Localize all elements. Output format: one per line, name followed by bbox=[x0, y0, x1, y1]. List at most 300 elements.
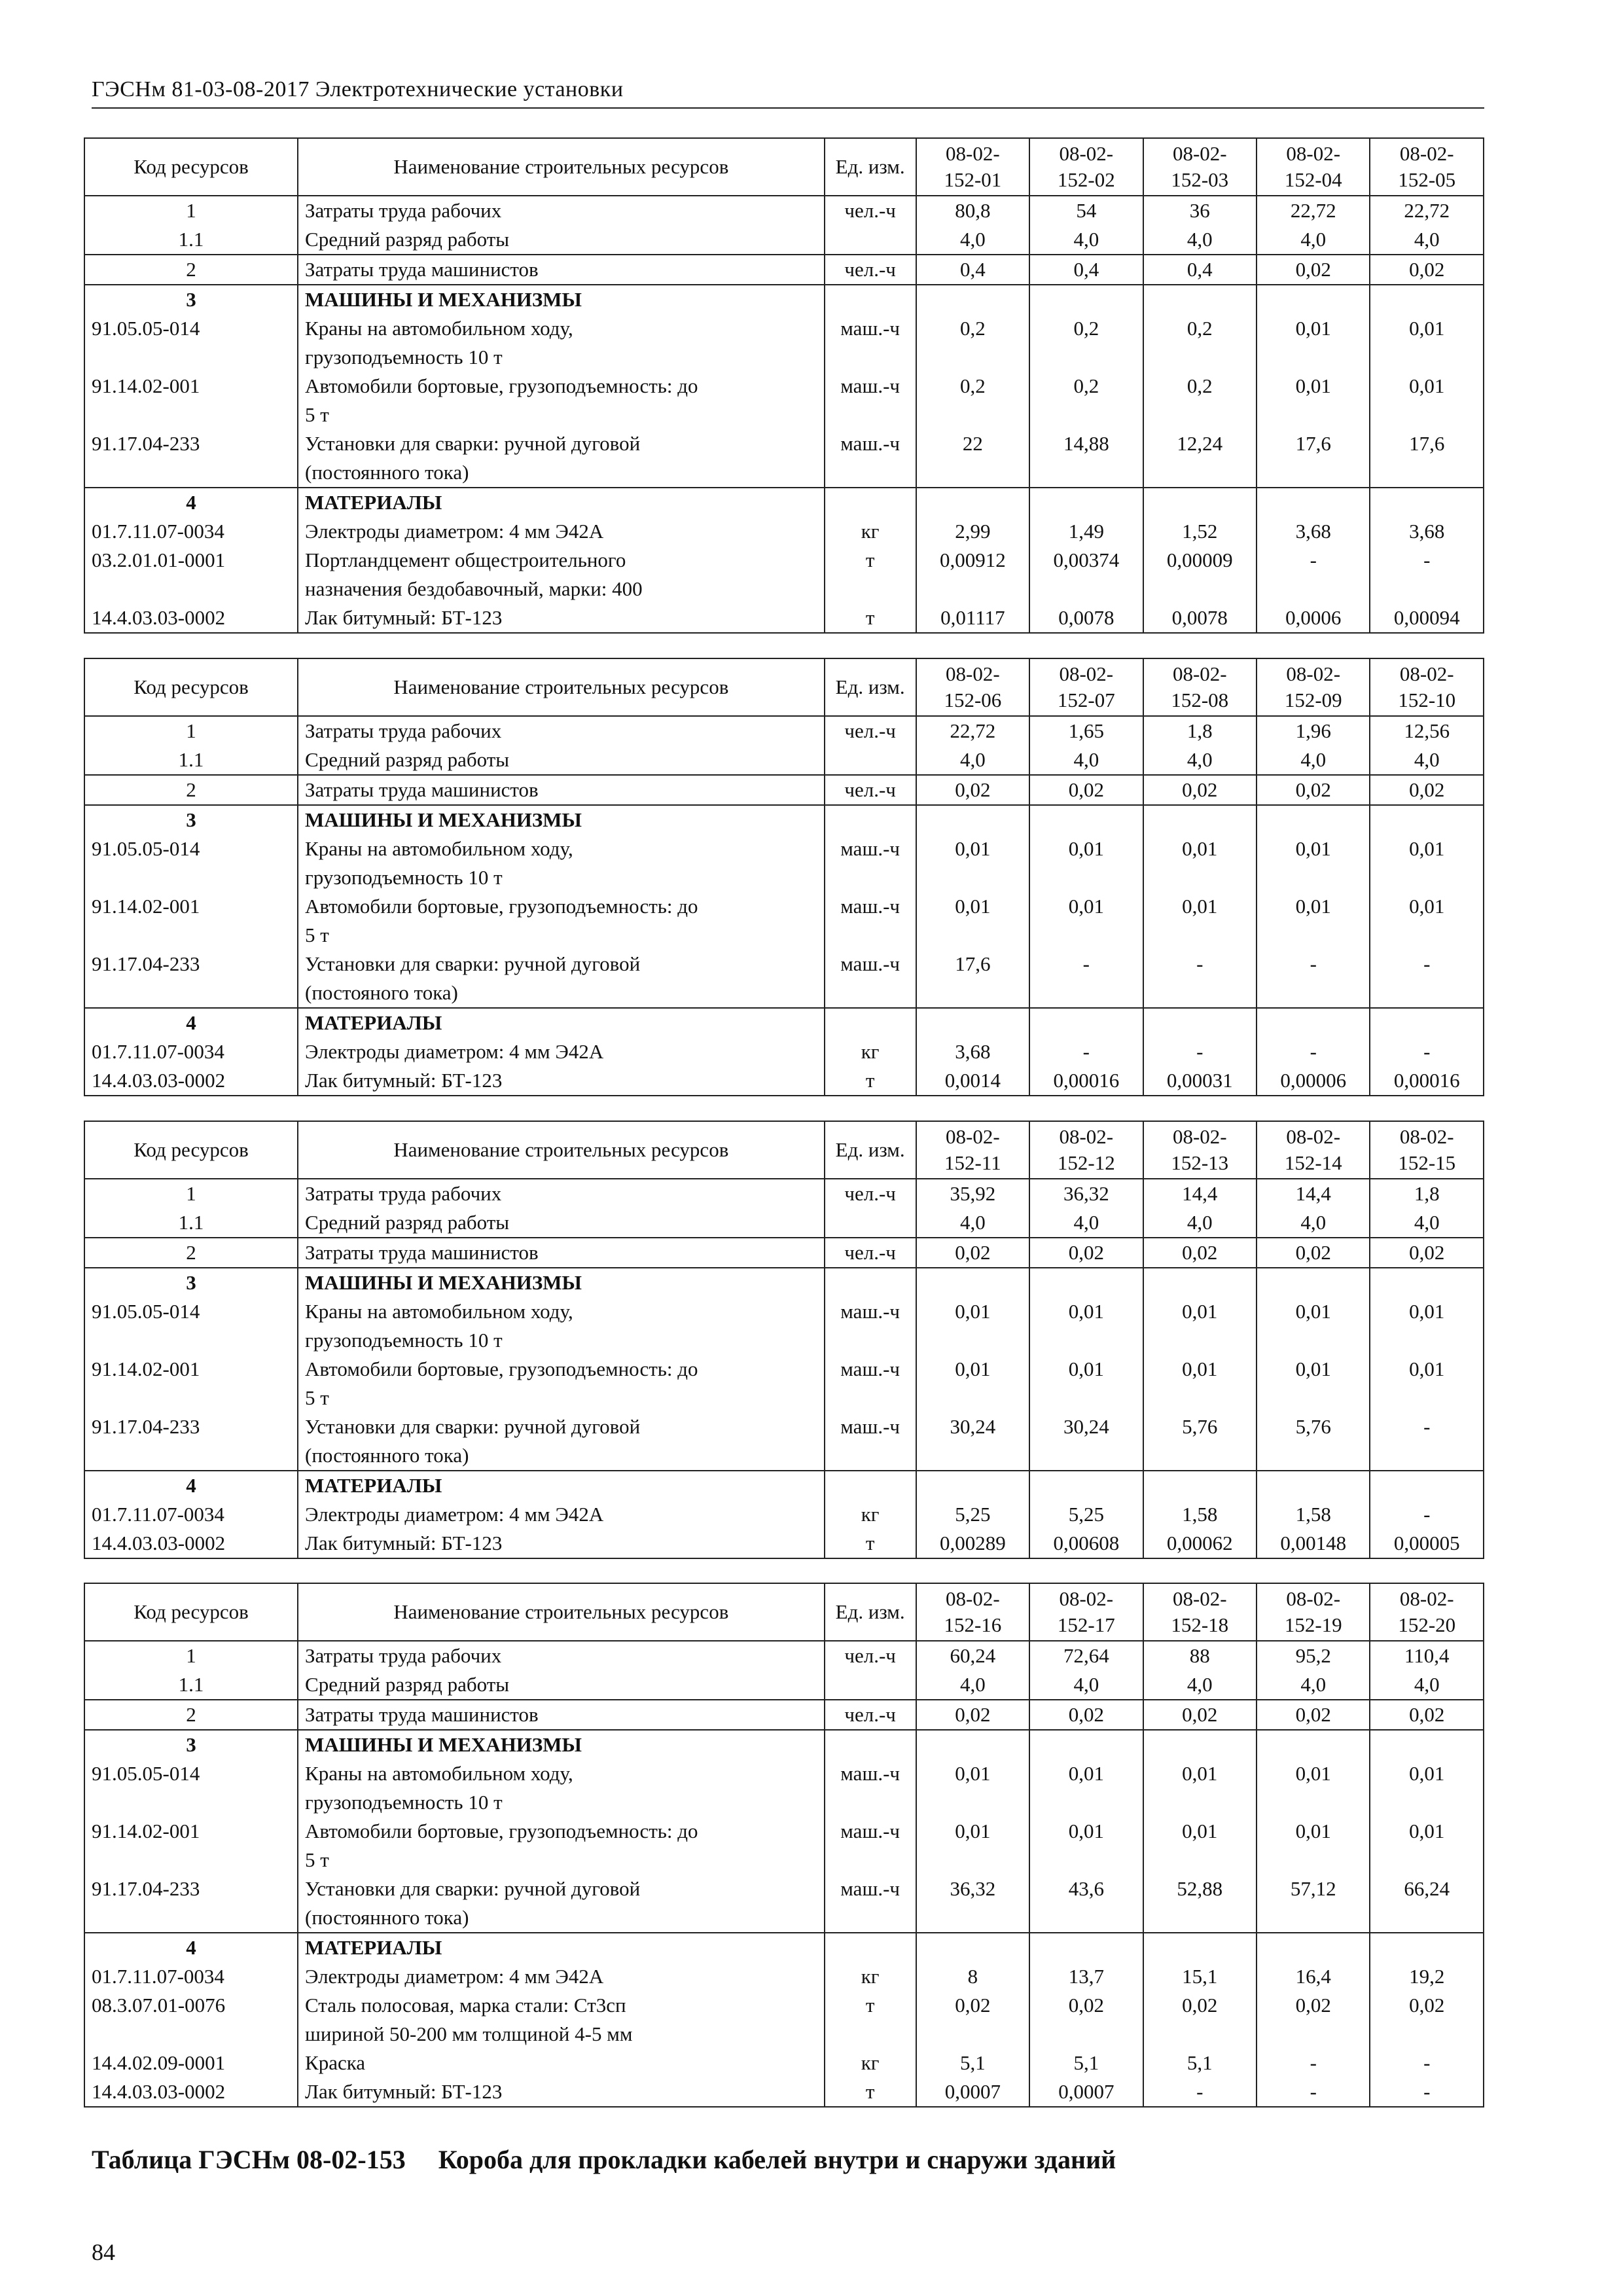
norm-value: 0,02 bbox=[1029, 1991, 1143, 2049]
norm-value: - bbox=[1257, 1037, 1370, 1066]
unit-of-measure: маш.-ч bbox=[825, 429, 916, 488]
unit-of-measure: кг bbox=[825, 1500, 916, 1529]
norm-value: 4,0 bbox=[1029, 1208, 1143, 1238]
resource-name: Средний разряд работы bbox=[298, 745, 825, 775]
table-row bbox=[84, 1238, 1484, 1268]
norm-value bbox=[1029, 805, 1143, 834]
norm-value: 4,0 bbox=[916, 1670, 1029, 1700]
norm-value bbox=[916, 1268, 1029, 1297]
norm-value: 19,2 bbox=[1370, 1962, 1484, 1991]
unit-of-measure: чел.-ч bbox=[825, 1641, 916, 1670]
norm-value: 1,8 bbox=[1143, 716, 1257, 745]
resource-name: Краска bbox=[298, 2049, 825, 2077]
header-row bbox=[84, 658, 1484, 716]
table-row bbox=[84, 775, 1484, 805]
table-row bbox=[84, 1500, 1484, 1529]
resource-name: Затраты труда рабочих bbox=[298, 1641, 825, 1670]
norm-value: 0,02 bbox=[1370, 1991, 1484, 2049]
norm-value: 0,2 bbox=[916, 314, 1029, 372]
table-row bbox=[84, 950, 1484, 1008]
resource-name: Затраты труда рабочих bbox=[298, 1179, 825, 1208]
norm-value: 0,02 bbox=[1257, 1238, 1370, 1268]
norm-value: 0,02 bbox=[916, 775, 1029, 805]
table-row bbox=[84, 1730, 1484, 1759]
table-row bbox=[84, 196, 1484, 225]
column-header-norm-code: 08-02- 152-15 bbox=[1370, 1121, 1484, 1179]
norm-value: 0,02 bbox=[1370, 775, 1484, 805]
unit-of-measure: маш.-ч bbox=[825, 834, 916, 892]
norm-value: 1,65 bbox=[1029, 716, 1143, 745]
norm-value bbox=[916, 1730, 1029, 1759]
column-header-norm-code: 08-02- 152-07 bbox=[1029, 658, 1143, 716]
unit-of-measure: т bbox=[825, 2077, 916, 2107]
resource-name: Краны на автомобильном ходу, грузоподъемность 10 т bbox=[298, 1297, 825, 1355]
table-row bbox=[84, 2077, 1484, 2107]
resource-name: Затраты труда машинистов bbox=[298, 255, 825, 285]
norm-value: 0,0007 bbox=[916, 2077, 1029, 2107]
norm-value: 30,24 bbox=[916, 1412, 1029, 1471]
resource-name: Лак битумный: БТ-123 bbox=[298, 603, 825, 633]
resource-name: Лак битумный: БТ-123 bbox=[298, 1529, 825, 1558]
norm-value: 4,0 bbox=[1143, 225, 1257, 255]
norm-value: 4,0 bbox=[916, 745, 1029, 775]
resource-name: Затраты труда рабочих bbox=[298, 196, 825, 225]
unit-of-measure: маш.-ч bbox=[825, 892, 916, 950]
norm-value bbox=[1143, 1008, 1257, 1037]
norm-value: 60,24 bbox=[916, 1641, 1029, 1670]
norm-value: 0,00009 bbox=[1143, 546, 1257, 603]
norm-value: 0,0006 bbox=[1257, 603, 1370, 633]
table-caption-title: Короба для прокладки кабелей внутри и снаружи зданий bbox=[438, 2145, 1116, 2174]
norm-value: 0,4 bbox=[1029, 255, 1143, 285]
table-row bbox=[84, 1268, 1484, 1297]
norm-value: 0,2 bbox=[1143, 314, 1257, 372]
resource-code: 91.17.04-233 bbox=[84, 950, 298, 1008]
resource-code: 91.14.02-001 bbox=[84, 1817, 298, 1874]
unit-of-measure bbox=[825, 488, 916, 517]
column-header-code: Код ресурсов bbox=[84, 138, 298, 196]
resource-name: Электроды диаметром: 4 мм Э42А bbox=[298, 1962, 825, 1991]
norm-value: 0,01 bbox=[1257, 892, 1370, 950]
norm-value bbox=[1143, 488, 1257, 517]
norm-value: 0,02 bbox=[916, 1991, 1029, 2049]
unit-of-measure bbox=[825, 1933, 916, 1962]
norm-value: 0,01 bbox=[916, 1297, 1029, 1355]
resource-name: Установки для сварки: ручной дуговой (постоянного тока) bbox=[298, 1874, 825, 1933]
norm-value: 22,72 bbox=[916, 716, 1029, 745]
norm-value: 0,02 bbox=[916, 1700, 1029, 1730]
unit-of-measure bbox=[825, 1471, 916, 1500]
table-row bbox=[84, 285, 1484, 314]
table-row bbox=[84, 1297, 1484, 1355]
column-header-norm-code: 08-02- 152-18 bbox=[1143, 1583, 1257, 1641]
resource-table bbox=[84, 1583, 1484, 2108]
norm-value: 0,01 bbox=[1029, 1817, 1143, 1874]
unit-of-measure: т bbox=[825, 603, 916, 633]
norm-value: 5,1 bbox=[1029, 2049, 1143, 2077]
resource-code: 3 bbox=[84, 285, 298, 314]
column-header-norm-code: 08-02- 152-17 bbox=[1029, 1583, 1143, 1641]
resource-name: Краны на автомобильном ходу, грузоподъемность 10 т bbox=[298, 1759, 825, 1817]
table-row bbox=[84, 1817, 1484, 1874]
norm-value: 0,2 bbox=[1143, 372, 1257, 429]
unit-of-measure: кг bbox=[825, 1962, 916, 1991]
resource-name: Лак битумный: БТ-123 bbox=[298, 2077, 825, 2107]
norm-value bbox=[1257, 1008, 1370, 1037]
norm-value: 5,1 bbox=[916, 2049, 1029, 2077]
norm-value: - bbox=[1143, 950, 1257, 1008]
norm-value: 36,32 bbox=[1029, 1179, 1143, 1208]
resource-name: Электроды диаметром: 4 мм Э42А bbox=[298, 517, 825, 546]
unit-of-measure: маш.-ч bbox=[825, 1355, 916, 1412]
norm-value: 17,6 bbox=[916, 950, 1029, 1008]
norm-value bbox=[1029, 285, 1143, 314]
norm-value: 0,01 bbox=[1370, 372, 1484, 429]
norm-value bbox=[1143, 1933, 1257, 1962]
norm-value: 4,0 bbox=[1257, 745, 1370, 775]
unit-of-measure bbox=[825, 285, 916, 314]
norm-value bbox=[1370, 1730, 1484, 1759]
header-row bbox=[84, 138, 1484, 196]
norm-value: 0,01 bbox=[1029, 1297, 1143, 1355]
norm-value: - bbox=[1370, 2049, 1484, 2077]
norm-value: 0,02 bbox=[1029, 775, 1143, 805]
table-row bbox=[84, 1991, 1484, 2049]
norm-value: 0,01117 bbox=[916, 603, 1029, 633]
table-row bbox=[84, 1471, 1484, 1500]
norm-value: 66,24 bbox=[1370, 1874, 1484, 1933]
table-row bbox=[84, 603, 1484, 633]
norm-value: - bbox=[1029, 950, 1143, 1008]
norm-value: 22,72 bbox=[1370, 196, 1484, 225]
norm-value: 0,00016 bbox=[1370, 1066, 1484, 1096]
norm-value: 36,32 bbox=[916, 1874, 1029, 1933]
unit-of-measure bbox=[825, 1208, 916, 1238]
norm-value: 0,00016 bbox=[1029, 1066, 1143, 1096]
column-header-code: Код ресурсов bbox=[84, 1583, 298, 1641]
norm-value: 0,01 bbox=[916, 892, 1029, 950]
resource-name: Установки для сварки: ручной дуговой (постоянного тока) bbox=[298, 429, 825, 488]
norm-value bbox=[1370, 285, 1484, 314]
resource-code: 1.1 bbox=[84, 1670, 298, 1700]
column-header-norm-code: 08-02- 152-20 bbox=[1370, 1583, 1484, 1641]
resource-code: 91.05.05-014 bbox=[84, 1297, 298, 1355]
norm-value: 3,68 bbox=[916, 1037, 1029, 1066]
resource-code: 4 bbox=[84, 1008, 298, 1037]
norm-value: 54 bbox=[1029, 196, 1143, 225]
resource-table bbox=[84, 137, 1484, 634]
norm-value: - bbox=[1257, 2049, 1370, 2077]
norm-value: 4,0 bbox=[1029, 225, 1143, 255]
norm-value: 0,01 bbox=[1370, 1355, 1484, 1412]
norm-value: 0,02 bbox=[916, 1238, 1029, 1268]
norm-value: 15,1 bbox=[1143, 1962, 1257, 1991]
column-header-norm-code: 08-02- 152-19 bbox=[1257, 1583, 1370, 1641]
resource-name: Средний разряд работы bbox=[298, 225, 825, 255]
norm-value bbox=[1370, 1471, 1484, 1500]
resource-code: 14.4.03.03-0002 bbox=[84, 2077, 298, 2107]
norm-value: 0,01 bbox=[1257, 372, 1370, 429]
norm-value: 0,01 bbox=[1029, 892, 1143, 950]
resource-name: Установки для сварки: ручной дуговой (постоянного тока) bbox=[298, 1412, 825, 1471]
norm-value: 1,8 bbox=[1370, 1179, 1484, 1208]
header-row bbox=[84, 1583, 1484, 1641]
table-row bbox=[84, 1412, 1484, 1471]
norm-value bbox=[1257, 488, 1370, 517]
column-header-norm-code: 08-02- 152-14 bbox=[1257, 1121, 1370, 1179]
norm-value: 4,0 bbox=[1370, 745, 1484, 775]
norm-value: 4,0 bbox=[916, 1208, 1029, 1238]
norm-value: 5,25 bbox=[916, 1500, 1029, 1529]
norm-value: 95,2 bbox=[1257, 1641, 1370, 1670]
unit-of-measure: маш.-ч bbox=[825, 372, 916, 429]
resource-name: МАТЕРИАЛЫ bbox=[298, 1471, 825, 1500]
norm-value: 36 bbox=[1143, 196, 1257, 225]
table-row bbox=[84, 1700, 1484, 1730]
norm-value: 0,01 bbox=[1029, 834, 1143, 892]
norm-value: 30,24 bbox=[1029, 1412, 1143, 1471]
norm-value: 12,24 bbox=[1143, 429, 1257, 488]
norm-value: - bbox=[1370, 546, 1484, 603]
unit-of-measure: маш.-ч bbox=[825, 1874, 916, 1933]
unit-of-measure: чел.-ч bbox=[825, 775, 916, 805]
resource-code: 91.17.04-233 bbox=[84, 1412, 298, 1471]
resource-name: Краны на автомобильном ходу, грузоподъемность 10 т bbox=[298, 314, 825, 372]
unit-of-measure: т bbox=[825, 1529, 916, 1558]
norm-value: 110,4 bbox=[1370, 1641, 1484, 1670]
norm-value: 4,0 bbox=[1143, 745, 1257, 775]
column-header-unit: Ед. изм. bbox=[825, 658, 916, 716]
table-row bbox=[84, 517, 1484, 546]
norm-value: 0,01 bbox=[1370, 1297, 1484, 1355]
column-header-norm-code: 08-02- 152-02 bbox=[1029, 138, 1143, 196]
resource-code: 01.7.11.07-0034 bbox=[84, 1500, 298, 1529]
norm-value: 17,6 bbox=[1370, 429, 1484, 488]
norm-value: 0,0078 bbox=[1029, 603, 1143, 633]
resource-code: 4 bbox=[84, 1471, 298, 1500]
norm-value bbox=[1370, 805, 1484, 834]
table-row bbox=[84, 546, 1484, 603]
norm-value: 0,2 bbox=[916, 372, 1029, 429]
norm-value: 4,0 bbox=[1257, 1670, 1370, 1700]
norm-value: 88 bbox=[1143, 1641, 1257, 1670]
norm-value: 0,01 bbox=[1143, 1355, 1257, 1412]
resource-code: 91.14.02-001 bbox=[84, 892, 298, 950]
norm-value bbox=[916, 1471, 1029, 1500]
norm-value: 0,00031 bbox=[1143, 1066, 1257, 1096]
norm-value: 1,58 bbox=[1257, 1500, 1370, 1529]
resource-code: 3 bbox=[84, 1730, 298, 1759]
resource-name: МАТЕРИАЛЫ bbox=[298, 488, 825, 517]
resource-code: 2 bbox=[84, 255, 298, 285]
norm-value: 0,01 bbox=[916, 1355, 1029, 1412]
unit-of-measure bbox=[825, 745, 916, 775]
unit-of-measure: маш.-ч bbox=[825, 1759, 916, 1817]
norm-value: 0,02 bbox=[1143, 1700, 1257, 1730]
resource-name: Затраты труда рабочих bbox=[298, 716, 825, 745]
norm-value: 0,01 bbox=[1370, 1817, 1484, 1874]
column-header-unit: Ед. изм. bbox=[825, 1121, 916, 1179]
norm-value: 22,72 bbox=[1257, 196, 1370, 225]
norm-value bbox=[916, 805, 1029, 834]
resource-name: Лак битумный: БТ-123 bbox=[298, 1066, 825, 1096]
column-header-norm-code: 08-02- 152-05 bbox=[1370, 138, 1484, 196]
column-header-norm-code: 08-02- 152-08 bbox=[1143, 658, 1257, 716]
norm-value: - bbox=[1257, 950, 1370, 1008]
resource-code: 08.3.07.01-0076 bbox=[84, 1991, 298, 2049]
norm-value bbox=[1257, 285, 1370, 314]
norm-value: 4,0 bbox=[1029, 1670, 1143, 1700]
resource-name: Автомобили бортовые, грузоподъемность: до 5 т bbox=[298, 1355, 825, 1412]
table-row bbox=[84, 1208, 1484, 1238]
norm-value: 5,25 bbox=[1029, 1500, 1143, 1529]
resource-name: Автомобили бортовые, грузоподъемность: до 5 т bbox=[298, 1817, 825, 1874]
norm-value: 0,01 bbox=[1257, 1759, 1370, 1817]
column-header-code: Код ресурсов bbox=[84, 658, 298, 716]
resource-name: Электроды диаметром: 4 мм Э42А bbox=[298, 1500, 825, 1529]
norm-value: 0,01 bbox=[1143, 1297, 1257, 1355]
resource-code: 1 bbox=[84, 1641, 298, 1670]
column-header-norm-code: 08-02- 152-01 bbox=[916, 138, 1029, 196]
norm-value: 80,8 bbox=[916, 196, 1029, 225]
table-row bbox=[84, 1641, 1484, 1670]
norm-value: 3,68 bbox=[1257, 517, 1370, 546]
resource-name: МАШИНЫ И МЕХАНИЗМЫ bbox=[298, 285, 825, 314]
norm-value: 0,01 bbox=[1257, 1817, 1370, 1874]
resource-code: 2 bbox=[84, 1700, 298, 1730]
resource-code: 1 bbox=[84, 1179, 298, 1208]
resource-code: 91.05.05-014 bbox=[84, 1759, 298, 1817]
norm-value bbox=[1029, 1008, 1143, 1037]
norm-value bbox=[916, 285, 1029, 314]
norm-value: 0,02 bbox=[1029, 1238, 1143, 1268]
norm-value: 0,01 bbox=[1257, 314, 1370, 372]
unit-of-measure: т bbox=[825, 1066, 916, 1096]
column-header-norm-code: 08-02- 152-11 bbox=[916, 1121, 1029, 1179]
norm-value bbox=[1257, 1471, 1370, 1500]
unit-of-measure: чел.-ч bbox=[825, 1700, 916, 1730]
resource-name: Средний разряд работы bbox=[298, 1208, 825, 1238]
norm-value: 14,4 bbox=[1143, 1179, 1257, 1208]
resource-code: 91.17.04-233 bbox=[84, 429, 298, 488]
column-header-code: Код ресурсов bbox=[84, 1121, 298, 1179]
norm-value: 0,01 bbox=[1370, 1759, 1484, 1817]
norm-value: 0,02 bbox=[1257, 255, 1370, 285]
norm-value: 5,76 bbox=[1257, 1412, 1370, 1471]
norm-value: 0,01 bbox=[1029, 1355, 1143, 1412]
norm-value: 0,2 bbox=[1029, 372, 1143, 429]
resource-code: 1.1 bbox=[84, 745, 298, 775]
resource-name: Сталь полосовая, марка стали: Ст3сп шириной 50-200 мм толщиной 4-5 мм bbox=[298, 1991, 825, 2049]
table-row bbox=[84, 1179, 1484, 1208]
norm-value: 5,1 bbox=[1143, 2049, 1257, 2077]
norm-value bbox=[1257, 805, 1370, 834]
column-header-norm-code: 08-02- 152-04 bbox=[1257, 138, 1370, 196]
resource-code: 03.2.01.01-0001 bbox=[84, 546, 298, 603]
norm-value: 0,01 bbox=[1143, 834, 1257, 892]
norm-value bbox=[1029, 488, 1143, 517]
norm-value: 0,01 bbox=[1143, 1759, 1257, 1817]
norm-value: 0,00005 bbox=[1370, 1529, 1484, 1558]
norm-value: - bbox=[1029, 1037, 1143, 1066]
column-header-unit: Ед. изм. bbox=[825, 1583, 916, 1641]
page-number: 84 bbox=[92, 2239, 115, 2265]
norm-value: 0,02 bbox=[1257, 775, 1370, 805]
resource-code: 01.7.11.07-0034 bbox=[84, 1037, 298, 1066]
norm-value: 0,00912 bbox=[916, 546, 1029, 603]
resource-code: 14.4.02.09-0001 bbox=[84, 2049, 298, 2077]
norm-value: 1,96 bbox=[1257, 716, 1370, 745]
norm-value bbox=[916, 1933, 1029, 1962]
table-row bbox=[84, 1008, 1484, 1037]
norm-value: 0,01 bbox=[1370, 892, 1484, 950]
norm-value: 0,2 bbox=[1029, 314, 1143, 372]
table-caption-label: Таблица ГЭСНм 08-02-153 bbox=[92, 2145, 406, 2174]
norm-value bbox=[1143, 805, 1257, 834]
table-row bbox=[84, 834, 1484, 892]
norm-value: 0,00006 bbox=[1257, 1066, 1370, 1096]
unit-of-measure: маш.-ч bbox=[825, 1412, 916, 1471]
table-row bbox=[84, 745, 1484, 775]
resource-name: Установки для сварки: ручной дуговой (постояного тока) bbox=[298, 950, 825, 1008]
norm-value: 13,7 bbox=[1029, 1962, 1143, 1991]
column-header-name: Наименование строительных ресурсов bbox=[298, 1121, 825, 1179]
resource-code: 14.4.03.03-0002 bbox=[84, 603, 298, 633]
resource-code: 14.4.03.03-0002 bbox=[84, 1529, 298, 1558]
norm-value bbox=[1370, 1933, 1484, 1962]
unit-of-measure bbox=[825, 225, 916, 255]
resource-code: 91.05.05-014 bbox=[84, 314, 298, 372]
norm-value: 4,0 bbox=[1143, 1670, 1257, 1700]
norm-value: 0,01 bbox=[1370, 834, 1484, 892]
norm-value: 0,00374 bbox=[1029, 546, 1143, 603]
norm-value: 0,01 bbox=[916, 834, 1029, 892]
norm-value: 0,01 bbox=[916, 1759, 1029, 1817]
norm-value: 0,02 bbox=[1143, 1991, 1257, 2049]
unit-of-measure bbox=[825, 805, 916, 834]
resource-code: 14.4.03.03-0002 bbox=[84, 1066, 298, 1096]
resource-table bbox=[84, 1121, 1484, 1559]
norm-value: 0,02 bbox=[1257, 1991, 1370, 2049]
norm-value: - bbox=[1257, 2077, 1370, 2107]
unit-of-measure: кг bbox=[825, 2049, 916, 2077]
resource-name: Краны на автомобильном ходу, грузоподъемность 10 т bbox=[298, 834, 825, 892]
norm-value: 0,00608 bbox=[1029, 1529, 1143, 1558]
table-row bbox=[84, 488, 1484, 517]
resource-table bbox=[84, 658, 1484, 1096]
norm-value: - bbox=[1143, 1037, 1257, 1066]
norm-value: - bbox=[1143, 2077, 1257, 2107]
norm-value: 5,76 bbox=[1143, 1412, 1257, 1471]
norm-value bbox=[1029, 1471, 1143, 1500]
table-row bbox=[84, 716, 1484, 745]
table-row bbox=[84, 1933, 1484, 1962]
unit-of-measure: чел.-ч bbox=[825, 196, 916, 225]
resource-name: Затраты труда машинистов bbox=[298, 1700, 825, 1730]
norm-value: 0,0014 bbox=[916, 1066, 1029, 1096]
resource-code: 3 bbox=[84, 805, 298, 834]
resource-name: МАШИНЫ И МЕХАНИЗМЫ bbox=[298, 1730, 825, 1759]
norm-value: 4,0 bbox=[1370, 1208, 1484, 1238]
norm-value bbox=[916, 1008, 1029, 1037]
norm-value: 0,01 bbox=[1257, 834, 1370, 892]
norm-value: 0,02 bbox=[1370, 255, 1484, 285]
resource-code: 3 bbox=[84, 1268, 298, 1297]
norm-value: 16,4 bbox=[1257, 1962, 1370, 1991]
unit-of-measure: чел.-ч bbox=[825, 1238, 916, 1268]
norm-value: 12,56 bbox=[1370, 716, 1484, 745]
norm-value: 0,02 bbox=[1370, 1238, 1484, 1268]
